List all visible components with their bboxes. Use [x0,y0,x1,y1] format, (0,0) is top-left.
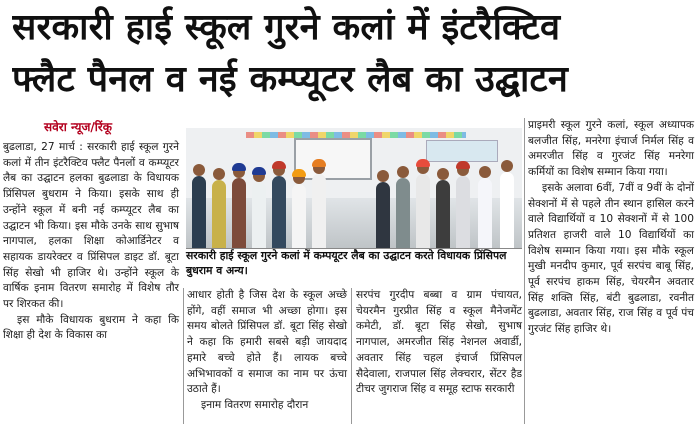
photo-person [416,174,430,248]
photo-person [212,180,226,248]
headline-line-2: फ्लैट पैनल व नई कम्प्यूटर लैब का उद्घाटन [12,59,569,100]
photo-person [436,180,450,248]
article-column-4 [528,118,694,338]
paragraph: प्राइमरी स्कूल गुरने कलां, स्कूल अध्यापक बलजीत सिंह, मनरेगा इंचार्ज निर्मल सिंह व अमरजीत सिंह व गुरजंट सिंह मनरेगा कर्मियों का विशेष सम्मान किया गया। [528,119,694,179]
article-column-1 [3,140,179,344]
paragraph: आधार होती है जिस देश के स्कूल अच्छे होंगे, वहीं समाज भी अच्छा होगा। इस समय बोलते प्रिंसिपल डॉ. बूटा सिंह सेखो ने कहा कि हमारी सबसे बड़ी जायदाद हमारे बच्चे होते हैं। लायक बच्चे अभिभावकों व समाज का नाम पर ऊंचा उठाते हैं। [187,289,347,396]
photo-person [500,172,514,248]
headline-line-1: सरकारी हाई स्कूल गुरने कलां में इंटरैक्टिव [12,7,561,48]
paragraph: इनाम वितरण समारोह दौरान [201,398,309,411]
column-divider [351,288,352,424]
headline [0,0,698,112]
photo-person [272,176,286,248]
photo-banner [426,140,498,162]
photo-person [252,182,266,248]
column-divider [183,288,184,424]
paragraph: सरपंच गुरदीप बब्बा व ग्राम पंचायत, चेयरमैन गुरप्रीत सिंह व स्कूल मैनेजमेंट कमेटी, डॉ. बूटा सिंह सेखो, सुभाष नागपाल, अमरजीत सिंह नेशनल अवार्डी, अवतार सिंह चहल इंचार्ज प्रिंसिपल सैदेवाला, राजपाल सिंह लेक्चरार, सेंटर हैड टीचर जुगराज सिंह व समूह स्टाफ सरकारी [356,289,522,396]
photo-person [456,176,470,248]
photo-person [192,176,206,248]
byline: सवेरा न्यूज/रिंकू [44,120,112,134]
photo-caption: सरकारी हाई स्कूल गुरने कलां में कम्पयूटर लैब का उद्घाटन करते विधायक प्रिंसिपल बुधराम व अन्य। [186,249,507,277]
photo-person [478,178,492,248]
paragraph: इसके अलावा 6वीं, 7वीं व 9वीं के दोनों सेक्शनों में से पहले तीन स्थान हासिल करने वाले विद्यार्थियों व 10 सेक्शनों में से 100 प्रतिशत हाजरी वाले 10 विद्यार्थियों का विशेष सम्मान किया गया। इस मौके स्कूल मुखी मनदीप कुमार, पूर्व सरपंच बाबू सिंह, पूर्व सरपंच हाकम सिंह, चेयरमैन अवतार सिंह शक्ति सिंह, बंटी बुढलाडा, रवनीत बुढलाडा, अवतार सिंह, राज सिंह व पूर्व पंच गुरजंट सिंह हाजिर थे। [528,181,694,336]
column-divider [524,118,525,424]
news-photo [186,128,522,249]
photo-person [376,182,390,248]
article-column-2 [187,288,347,414]
photo-person [312,174,326,248]
paragraph: बुढलाडा, 27 मार्च : सरकारी हाई स्कूल गुरने कलां में तीन इंटरैक्टिव फ्लैट पैनलों व कम्प्यूटर लैब का उद्घाटन हलका बुढलाडा के विधायक प्रिंसिपल बुधराम ने किया। इसके साथ ही उन्होंने स्कूल में बनी नई कम्प्यूटर लैब का उद्घाटन भी किया। इस मौके उनके साथ सुभाष नागपाल, हलका शिक्षा कोआर्डिनेटर व सहायक डायरेक्टर व प्रिंसिपल डाइट डॉ. बूटा सिंह सेखो भी हाजिर थे। उन्होंने स्कूल के वार्षिक इनाम वितरण समारोह में विशेष तौर पर शिरकत की। [3,141,179,311]
photo-person [396,178,410,248]
article-column-3 [356,288,522,398]
photo-person [232,178,246,248]
photo-person [292,184,306,248]
paragraph: इस मौके विधायक बुधराम ने कहा कि शिक्षा ही देश के विकास का [3,313,179,342]
